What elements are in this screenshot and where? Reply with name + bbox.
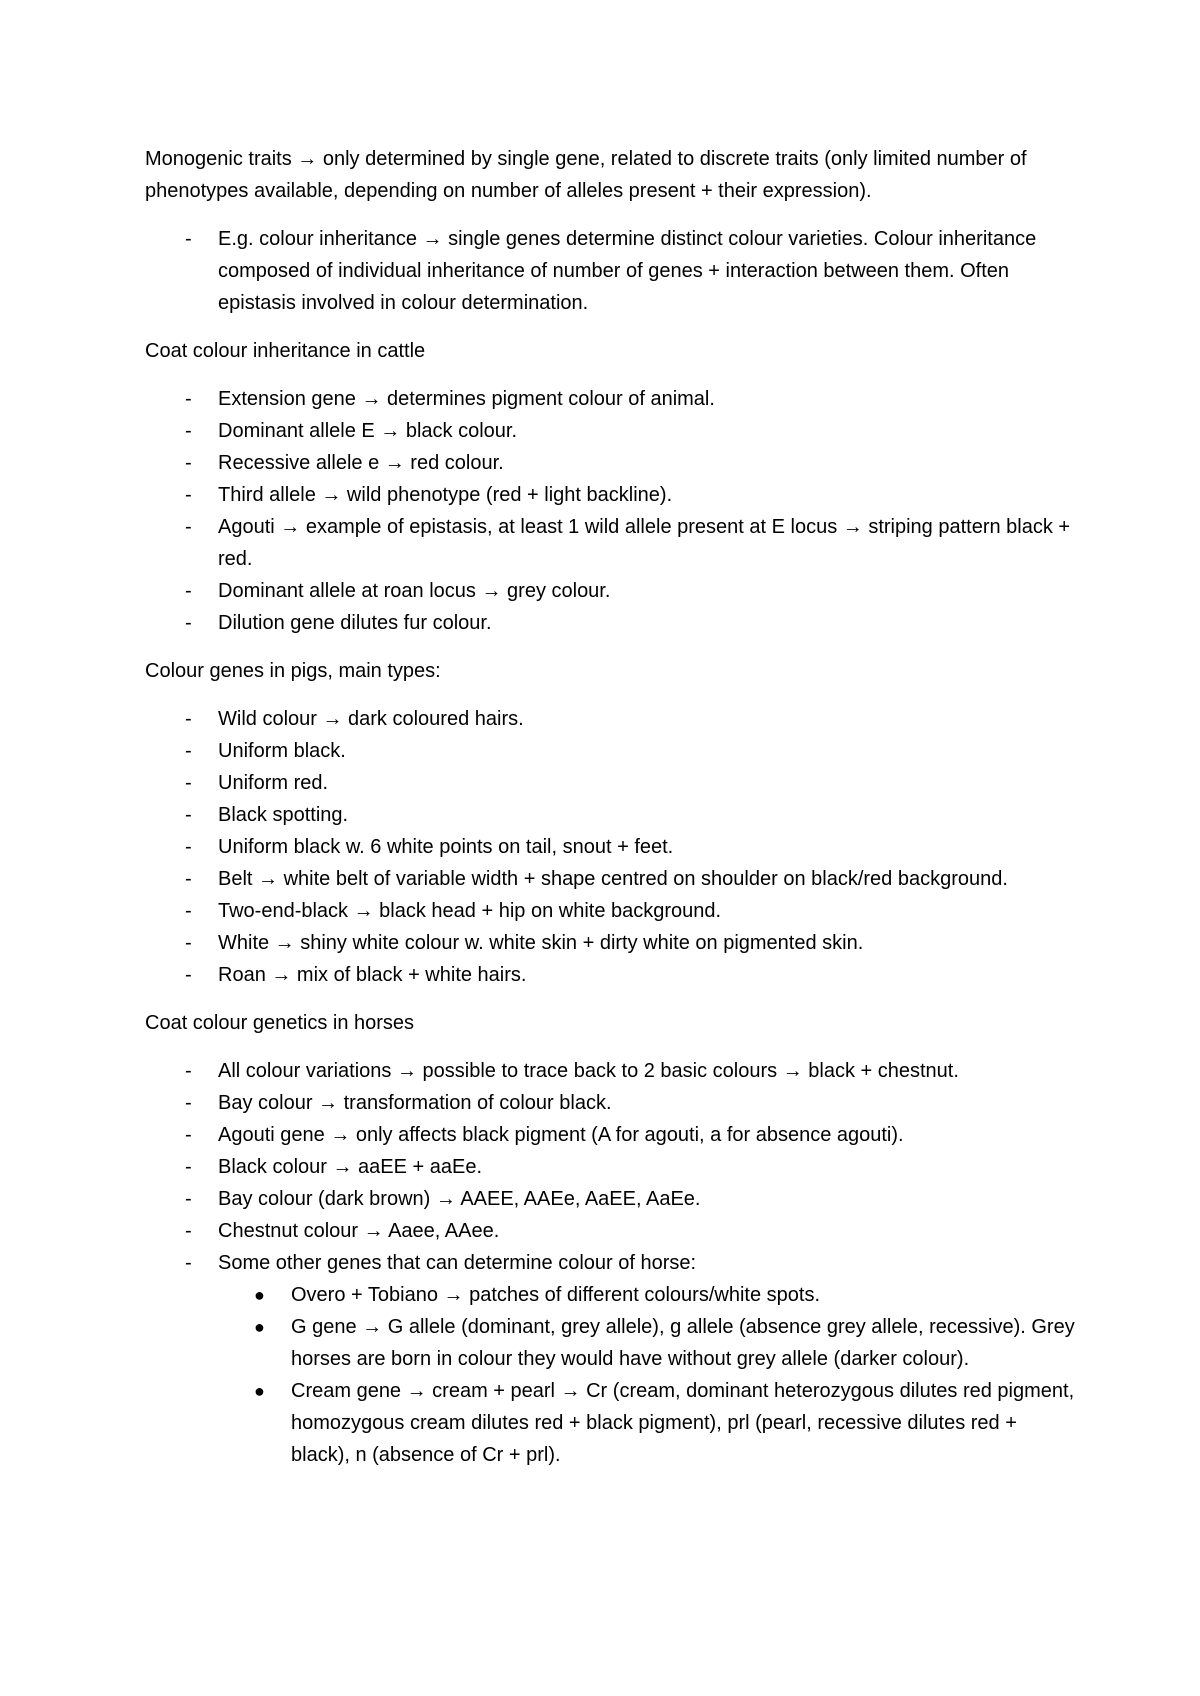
list-item-text: Bay colour → transformation of colour black.	[218, 1092, 612, 1114]
horses-heading: Coat colour genetics in horses	[145, 1012, 415, 1034]
sublist-item	[218, 1375, 1075, 1471]
horses-list	[145, 1055, 1075, 1471]
list-item-text: Black colour → aaEE + aaEe.	[218, 1156, 483, 1178]
dash-marker: -	[185, 1188, 192, 1210]
list-item	[145, 735, 1075, 767]
list-item-text: Dominant allele at roan locus → grey colour.	[218, 580, 611, 602]
list-item	[145, 383, 1075, 415]
list-item	[145, 1183, 1075, 1215]
list-item-text: Chestnut colour → Aaee, AAee.	[218, 1220, 500, 1242]
horses-sublist	[218, 1279, 1075, 1471]
list-item-text: Belt → white belt of variable width + shape centred on shoulder on black/red background.	[218, 868, 1008, 890]
list-item	[145, 511, 1075, 575]
dash-marker: -	[185, 868, 192, 890]
list-item-text: Two-end-black → black head + hip on white background.	[218, 900, 722, 922]
list-item	[145, 1119, 1075, 1151]
bullet-marker: ●	[254, 1285, 265, 1305]
list-item-text: Uniform black w. 6 white points on tail, snout + feet.	[218, 836, 674, 858]
dash-marker: -	[185, 932, 192, 954]
list-item	[145, 1055, 1075, 1087]
list-item	[145, 1151, 1075, 1183]
dash-marker: -	[185, 452, 192, 474]
dash-marker: -	[185, 484, 192, 506]
list-item-text: Agouti gene → only affects black pigment (A for agouti, a for absence agouti).	[218, 1124, 904, 1146]
list-item	[145, 703, 1075, 735]
dash-marker: -	[185, 708, 192, 730]
list-item	[145, 447, 1075, 479]
dash-marker: -	[185, 420, 192, 442]
list-item	[145, 767, 1075, 799]
list-item-text: Dominant allele E → black colour.	[218, 420, 518, 442]
dash-marker: -	[185, 580, 192, 602]
list-item	[145, 479, 1075, 511]
list-item	[145, 607, 1075, 639]
list-item-text: E.g. colour inheritance → single genes determine distinct colour varieties. Colour inheritance composed of individual inheritance of number of genes + interaction between them. Often epistasis involved in colour determination.	[218, 228, 1037, 314]
dash-marker: -	[185, 1252, 192, 1274]
list-item-text: Bay colour (dark brown) → AAEE, AAEe, AaEE, AaEe.	[218, 1188, 701, 1210]
list-item	[145, 415, 1075, 447]
intro-list	[145, 223, 1075, 319]
cattle-heading: Coat colour inheritance in cattle	[145, 340, 426, 362]
cattle-list	[145, 383, 1075, 639]
dash-marker: -	[185, 836, 192, 858]
dash-marker: -	[185, 516, 192, 538]
dash-marker: -	[185, 1124, 192, 1146]
list-item	[145, 959, 1075, 991]
list-item-text: Recessive allele e → red colour.	[218, 452, 504, 474]
list-item-text: White → shiny white colour w. white skin + dirty white on pigmented skin.	[218, 932, 864, 954]
dash-marker: -	[185, 740, 192, 762]
bullet-marker: ●	[254, 1381, 265, 1401]
sublist-item-text: G gene → G allele (dominant, grey allele), g allele (absence grey allele, recessive). Grey horses are born in colour they would have without grey allele (darker colour).	[291, 1316, 1075, 1370]
dash-marker: -	[185, 900, 192, 922]
list-item-text: Extension gene → determines pigment colour of animal.	[218, 388, 715, 410]
list-item	[145, 1247, 1075, 1471]
bullet-marker: ●	[254, 1317, 265, 1337]
sublist-item-text: Cream gene → cream + pearl → Cr (cream, dominant heterozygous dilutes red pigment, homozygous cream dilutes red + black pigment), prl (pearl, recessive dilutes red + black), n (absence of Cr + prl).	[291, 1380, 1075, 1466]
sublist-item	[218, 1311, 1075, 1375]
pigs-list	[145, 703, 1075, 991]
intro-paragraph: Monogenic traits → only determined by single gene, related to discrete traits (only limited number of phenotypes available, depending on number of alleles present + their expression).	[145, 148, 1027, 202]
list-item-text: Roan → mix of black + white hairs.	[218, 964, 527, 986]
list-item	[145, 895, 1075, 927]
dash-marker: -	[185, 804, 192, 826]
list-item-text: Wild colour → dark coloured hairs.	[218, 708, 524, 730]
document-page	[145, 143, 1075, 1487]
dash-marker: -	[185, 1220, 192, 1242]
dash-marker: -	[185, 1060, 192, 1082]
list-item-text: Dilution gene dilutes fur colour.	[218, 612, 492, 634]
list-item	[145, 831, 1075, 863]
list-item-text: Black spotting.	[218, 804, 349, 826]
list-item-text: Uniform black.	[218, 740, 346, 762]
list-item-text: All colour variations → possible to trace back to 2 basic colours → black + chestnut.	[218, 1060, 959, 1082]
list-item-text: Agouti → example of epistasis, at least 1 wild allele present at E locus → striping pattern black + red.	[218, 516, 1071, 570]
list-item	[145, 927, 1075, 959]
list-item-text: Uniform red.	[218, 772, 329, 794]
sublist-item	[218, 1279, 1075, 1311]
dash-marker: -	[185, 228, 192, 250]
dash-marker: -	[185, 964, 192, 986]
list-item	[145, 799, 1075, 831]
list-item	[145, 223, 1075, 319]
dash-marker: -	[185, 1092, 192, 1114]
dash-marker: -	[185, 612, 192, 634]
pigs-heading: Colour genes in pigs, main types:	[145, 660, 441, 682]
dash-marker: -	[185, 772, 192, 794]
list-item-text: Some other genes that can determine colour of horse:	[218, 1252, 697, 1274]
dash-marker: -	[185, 1156, 192, 1178]
sublist-item-text: Overo + Tobiano → patches of different colours/white spots.	[291, 1284, 821, 1306]
list-item	[145, 1215, 1075, 1247]
list-item	[145, 575, 1075, 607]
list-item	[145, 863, 1075, 895]
dash-marker: -	[185, 388, 192, 410]
list-item	[145, 1087, 1075, 1119]
list-item-text: Third allele → wild phenotype (red + light backline).	[218, 484, 673, 506]
